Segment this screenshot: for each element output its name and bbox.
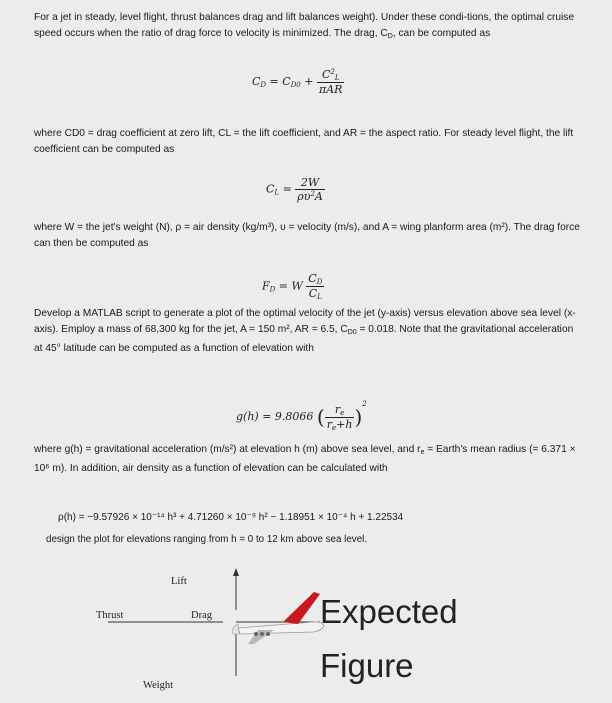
eq1-num-sub: L — [334, 74, 340, 82]
eq1-lhs: C — [252, 75, 261, 88]
airplane-tail — [283, 592, 320, 624]
eq1-mid: = C — [266, 75, 291, 88]
para4-end: = 0.018. Note that the gravitational acceleration at 45° latitude can be computed as a function of elevation with — [34, 324, 574, 354]
para2-mid: D0 = drag coefficient at zero lift, C — [71, 128, 226, 139]
eq1-lhs-sub: D — [260, 81, 267, 89]
eq2-numerator: 2W — [295, 176, 325, 190]
eq1-fraction — [317, 68, 344, 96]
eq4-fraction — [325, 403, 355, 432]
eq4-power: 2 — [362, 400, 367, 408]
lift-coefficient-equation — [266, 176, 325, 203]
eq4-num: r — [334, 402, 341, 416]
eq4-numerator — [325, 403, 355, 418]
eq2-fraction — [295, 176, 325, 203]
air-density-equation — [58, 510, 578, 526]
eq4-left-paren: ( — [316, 405, 325, 429]
thrust-label: Thrust — [96, 610, 124, 621]
para4-text: Develop a MATLAB script to generate a plot of the optimal velocity of the jet (y-axis) versus elevation above sea level (x-axis). Employ a mass of 68,300 kg for the jet, A = 150 m², AR = 6.5, C — [34, 308, 576, 335]
eq4-denominator — [325, 418, 355, 432]
eq4-den: r — [326, 417, 332, 431]
eq2-equals: = — [279, 182, 296, 196]
eq3-equals: = W — [275, 279, 307, 293]
eq1-num-sup: 2 — [330, 68, 335, 76]
eq2-den-end: A — [314, 190, 323, 203]
para5-end: = Earth's mean radius (= 6.371 × 10⁶ m). In addition, air density as a function of elevation can be calculated with — [34, 444, 576, 474]
drag-coefficient-equation — [252, 68, 344, 96]
intro-sub: D — [387, 33, 393, 40]
variable-definitions-paragraph — [34, 220, 582, 252]
para2-end: L = the lift coefficient, and AR = the aspect ratio. For steady level flight, the lift coefficient can be computed as — [34, 128, 574, 155]
weight-label: Weight — [143, 680, 174, 691]
eq2-den-sup: 2 — [310, 190, 315, 198]
eq3-lhs-sub: D — [269, 285, 276, 294]
eq3-num: C — [308, 272, 317, 285]
eq1-denominator: πAR — [318, 83, 343, 96]
eq3-den: C — [308, 287, 318, 300]
eq4-num-sub: e — [340, 408, 345, 417]
eq1-num: C — [321, 68, 331, 81]
drag-label: Drag — [191, 610, 212, 621]
eq3-lhs: F — [262, 279, 270, 293]
eq4-den-end: +h — [336, 417, 353, 431]
coefficient-definitions-paragraph — [34, 126, 582, 158]
para4-sub: D0 — [347, 329, 357, 336]
eq3-fraction — [306, 272, 324, 301]
drag-force-equation — [262, 272, 324, 301]
eq2-lhs-sub: L — [274, 188, 280, 197]
eq3-denominator — [306, 287, 324, 301]
intro-text: For a jet in steady, level flight, thrust balances drag and lift balances weight). Under these condi-tions, the optimal cruise speed occurs when the ratio of drag force to velocity is minimized. The drag, C — [34, 12, 575, 39]
intro-paragraph — [34, 10, 582, 45]
eq2-lhs: C — [266, 182, 275, 196]
expected-figure-line1: Expected — [320, 593, 458, 630]
eq2-den: ρυ — [297, 190, 311, 203]
para2-start: where C — [34, 128, 72, 139]
force-diagram-figure — [88, 564, 508, 698]
eq3-numerator — [306, 272, 324, 287]
para3-text: where W = the jet's weight (N), ρ = air density (kg/m³), υ = velocity (m/s), and A = wing planform area (m²). The drag force can then be computed as — [34, 222, 580, 249]
eq5-text: ρ(h) = −9.57926 × 10⁻¹⁴ h³ + 4.71260 × 10⁻⁹ h² − 1.18951 × 10⁻⁴ h + 1.22534 — [58, 512, 404, 523]
para5-text: where g(h) = gravitational acceleration (m/s²) at elevation h (m) above sea level, and r — [34, 444, 421, 455]
eq4-den-sub: e — [332, 423, 337, 432]
eq4-lhs: g(h) = 9.8066 — [236, 410, 314, 423]
gravity-equation — [236, 400, 367, 432]
expected-figure-line2: Figure — [320, 647, 414, 684]
lift-label: Lift — [171, 576, 187, 587]
eq2-denominator — [295, 190, 325, 203]
eq4-right-paren: ) — [354, 405, 363, 429]
eq3-den-sub: L — [317, 293, 322, 301]
lift-arrow-head — [233, 568, 239, 576]
task-paragraph — [34, 306, 582, 357]
para6-text: design the plot for elevations ranging from h = 0 to 12 km above sea level. — [46, 534, 368, 545]
eq3-num-sub: D — [316, 278, 323, 286]
eq1-mid-sub: D0 — [290, 81, 301, 89]
para5-sub: e — [420, 449, 425, 456]
gravity-definitions-paragraph — [34, 442, 582, 477]
eq1-plus: + — [300, 75, 317, 88]
eq1-numerator — [317, 68, 344, 83]
airplane-icon — [233, 592, 324, 644]
intro-end: , can be computed as — [392, 28, 491, 39]
elevation-range-paragraph — [46, 532, 594, 548]
